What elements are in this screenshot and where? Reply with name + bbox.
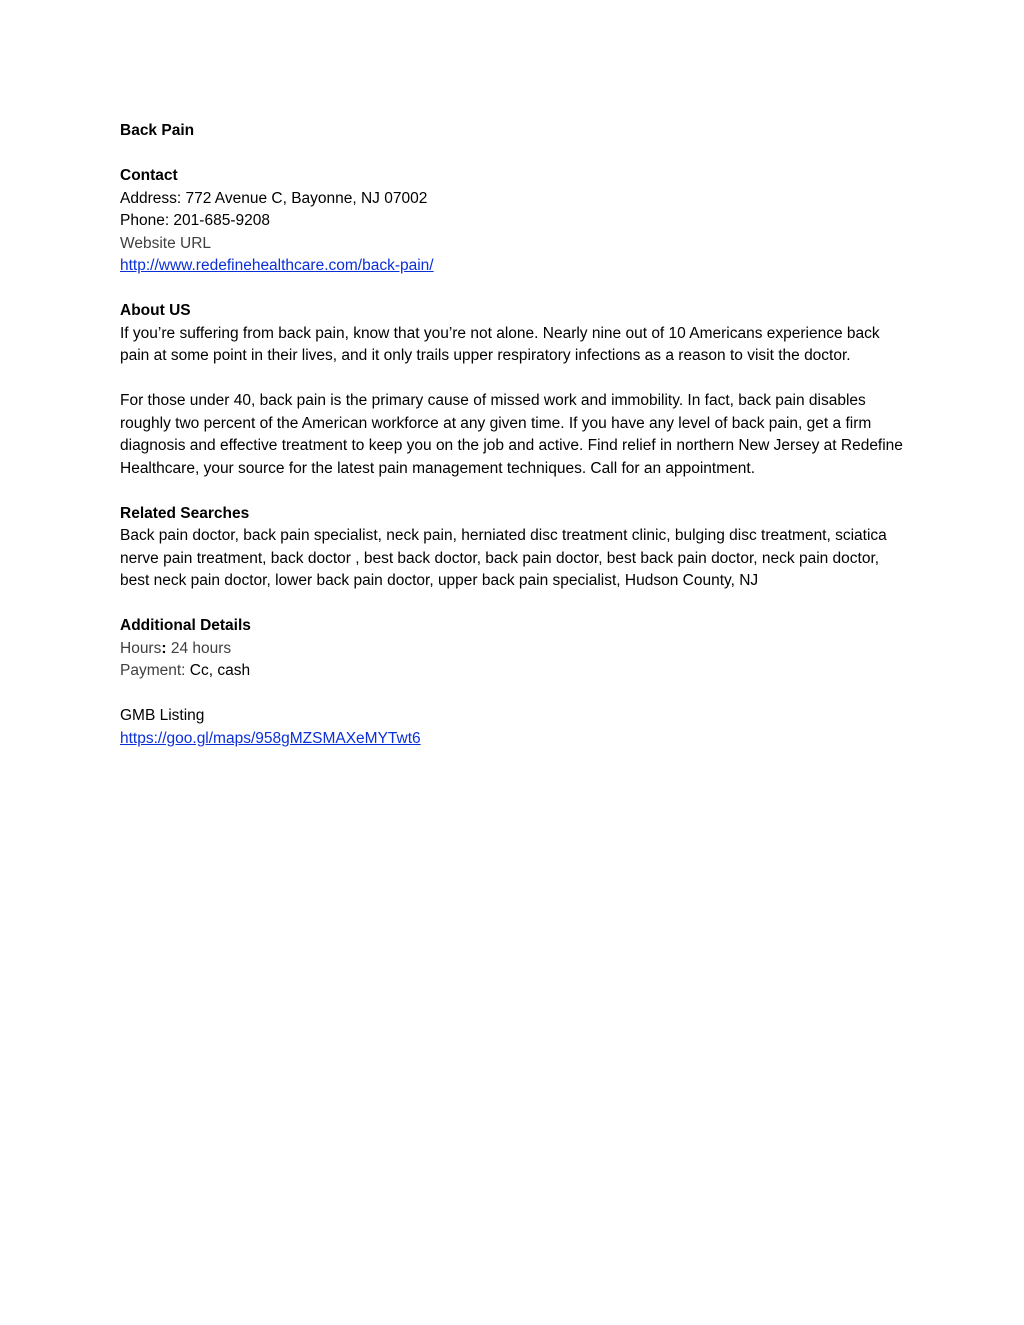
payment-row [120,660,910,683]
related-searches-heading: Related Searches [120,504,250,522]
hours-row [120,638,910,661]
contact-phone: Phone: 201-685-9208 [120,212,270,229]
additional-details-section [120,615,910,683]
about-section [120,300,910,368]
about-section-continued [120,390,910,480]
contact-heading: Contact [120,167,178,184]
payment-label: Payment: [120,662,190,679]
gmb-section [120,705,910,750]
about-paragraph-2: For those under 40, back pain is the primary cause of missed work and immobility. In fact, back pain disables roughly two percent of the American workforce at any given time. If you have any level of back pain, get a firm diagnosis and effective treatment to keep you on the job and active. Find relief in northern New Jersey at Redefine Healthcare, your source for the latest pain management techniques. Call for an appointment. [120,392,903,477]
about-heading: About US [120,302,191,319]
about-paragraph-1: If you’re suffering from back pain, know that you’re not alone. Nearly nine out of 10 Americans experience back pain at some point in their lives, and it only trails upper respiratory infections as a reason to visit the doctor. [120,324,880,364]
hours-colon: : [161,639,167,657]
related-searches-text: Back pain doctor, back pain specialist, neck pain, herniated disc treatment clinic, bulging disc treatment, sciatica nerve pain treatment, back doctor , best back doctor, back pain doctor, best back pain doctor, neck pain doctor, best neck pain doctor, lower back pain doctor, upper back pain specialist, Hudson County, NJ [120,527,887,589]
website-link[interactable]: http://www.redefinehealthcare.com/back-pain/ [120,257,434,274]
hours-label: Hours [120,639,162,657]
payment-value: Cc, cash [189,662,251,679]
related-searches-section [120,503,910,593]
additional-details-heading: Additional Details [120,617,251,634]
website-label: Website URL [120,234,212,252]
title-block [120,120,910,143]
document-title: Back Pain [120,122,195,139]
document-page [120,120,910,773]
hours-value: 24 hours [166,639,232,657]
contact-address: Address: 772 Avenue C, Bayonne, NJ 07002 [120,189,428,207]
contact-section [120,165,910,278]
gmb-link[interactable]: https://goo.gl/maps/958gMZSMAXeMYTwt6 [120,729,421,747]
gmb-label: GMB Listing [120,707,205,724]
